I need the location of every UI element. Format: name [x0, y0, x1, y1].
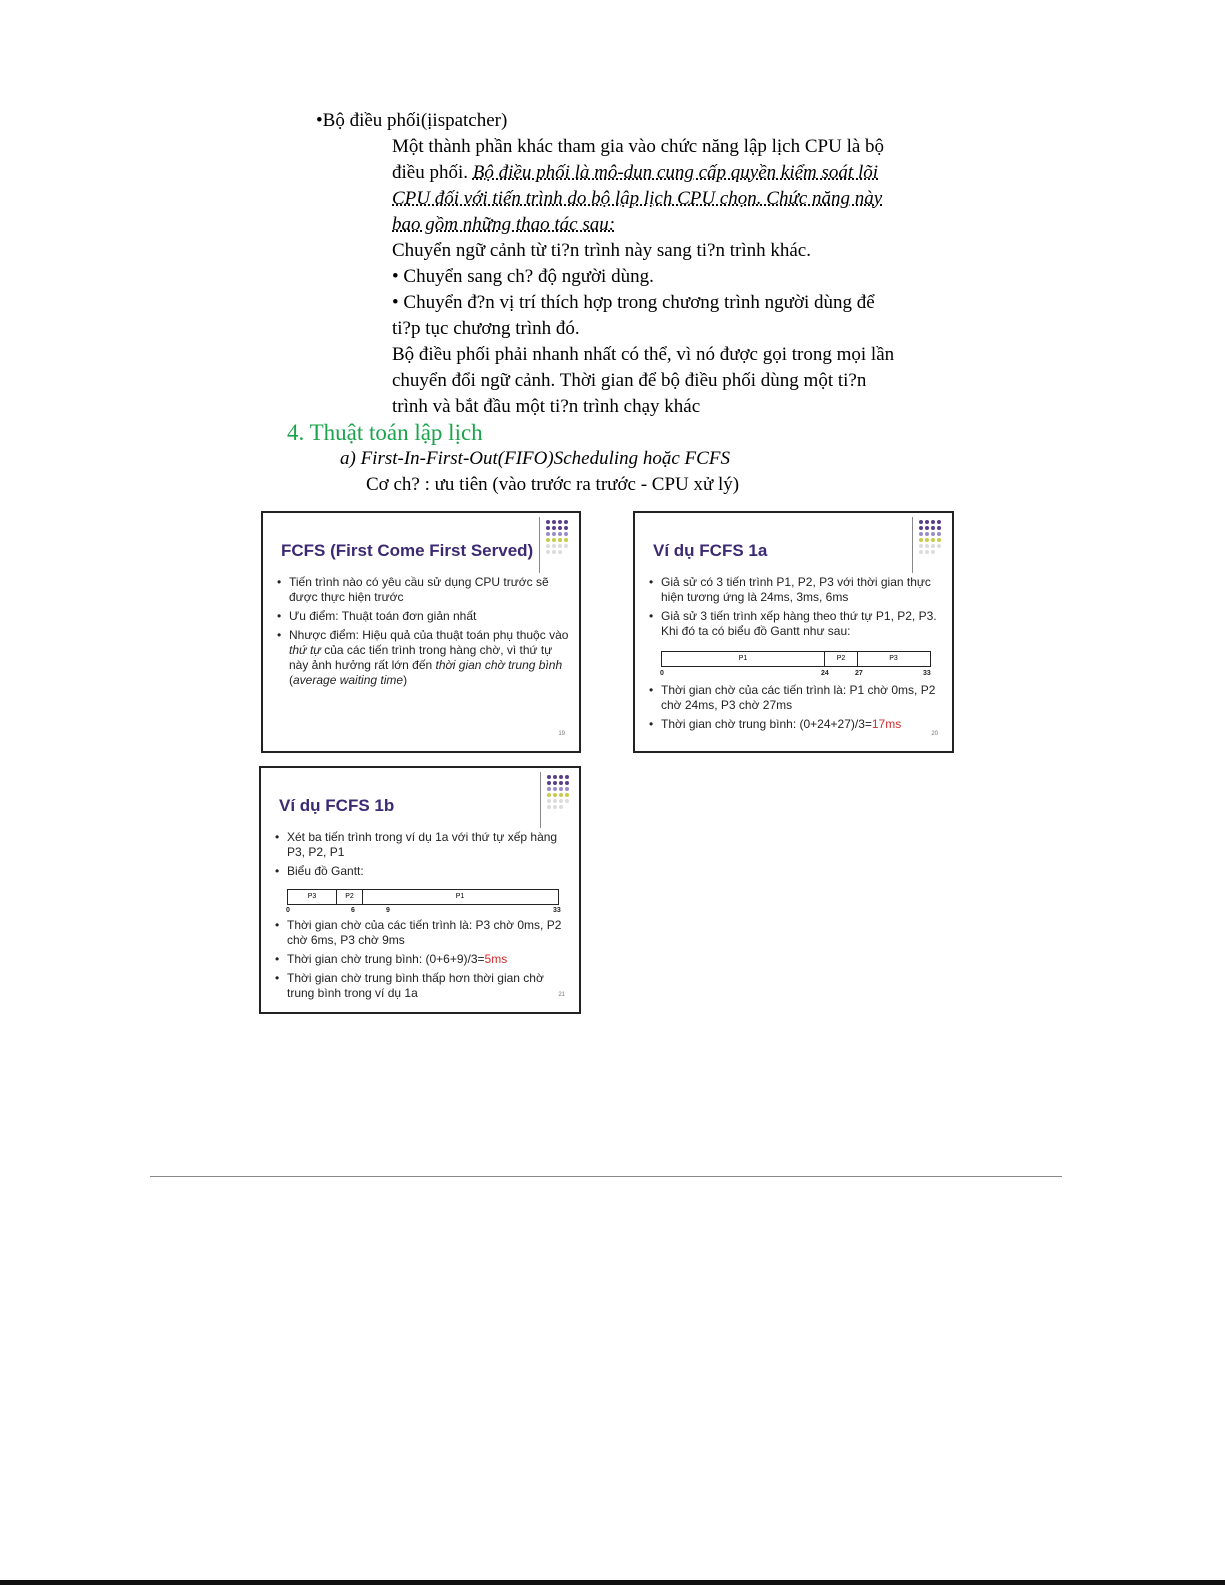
bullet [287, 952, 572, 967]
bullet: • Giả sử 3 tiến trình xếp hàng theo thứ tự P1, P2, P3. Khi đó ta có biểu đồ Gantt như sau: [661, 609, 946, 639]
slide-bullets [275, 918, 572, 1005]
gantt-cell: P2 [337, 890, 363, 904]
decor-dots-icon [546, 774, 576, 818]
bullet: • Thời gian chờ của các tiến trình là: P3 chờ 0ms, P2 chờ 6ms, P3 chờ 9ms [287, 918, 572, 948]
gantt-tick: 9 [386, 907, 390, 914]
slide-bullets [277, 575, 569, 692]
gantt-tick: 0 [660, 670, 664, 677]
gantt-cell: P1 [662, 652, 825, 666]
slide-divider [539, 517, 540, 573]
page-divider [150, 1176, 1062, 1177]
dispatcher-definition-cont: CPU đối với tiến trình do bộ lập lịch CPU chọn. Chức năng này [392, 188, 883, 209]
gantt-tick: 0 [286, 907, 290, 914]
dispatcher-line: Một thành phần khác tham gia vào chức năng lập lịch CPU là bộ [392, 136, 885, 157]
slide-fcfs-intro [261, 511, 581, 753]
dispatcher-definition: Bộ điều phối là mô-dun cung cấp quyền kiểm soát lõi [472, 162, 879, 183]
slide-page-number: 20 [931, 731, 938, 737]
gantt-chart [661, 651, 931, 667]
dispatcher-line: Bộ điều phối phải nhanh nhất có thể, vì nó được gọi trong mọi lần [392, 344, 895, 365]
slide-page-number: 21 [558, 992, 565, 998]
slide-divider [540, 772, 541, 828]
bullet: • Ưu điểm: Thuật toán đơn giản nhất [289, 609, 569, 624]
dispatcher-title: •Bộ điều phối(ịispatcher) [316, 110, 508, 131]
bullet-text: của các tiến trình trong hàng chờ, vì thứ tự này ảnh hưởng rất lớn đến [289, 643, 553, 672]
dispatcher-line: Chuyển ngữ cảnh từ ti?n trình này sang ti?n trình khác. [392, 240, 811, 261]
bullet-text-italic: thời gian chờ trung bình [435, 658, 563, 672]
bullet: • Thời gian chờ trung bình thấp hơn thời gian chờ trung bình trong ví dụ 1a [287, 971, 572, 1001]
dispatcher-line: ti?p tục chương trình đó. [392, 318, 580, 339]
slide-title: Ví dụ FCFS 1a [653, 541, 768, 560]
bullet-text: Thời gian chờ trung bình: (0+6+9)/3= [287, 952, 485, 966]
slide-bullets [649, 575, 946, 643]
dispatcher-line [392, 160, 878, 186]
bullet [289, 628, 569, 688]
bottom-bar [0, 1580, 1225, 1585]
dispatcher-line: chuyển đổi ngữ cảnh. Thời gian để bộ điều phối dùng một ti?n [392, 370, 867, 391]
bullet-text: Nhược điểm: Hiệu quả của thuật toán phụ thuộc vào [289, 628, 569, 642]
slide-bullets [649, 683, 946, 736]
section-heading: 4. Thuật toán lập lịch [287, 420, 483, 445]
mechanism-line: Cơ ch? : ưu tiên (vào trước ra trước - CPU xử lý) [366, 474, 740, 495]
slide-title: FCFS (First Come First Served) [281, 541, 534, 560]
slide-bullets [275, 830, 572, 883]
slide-title: Ví dụ FCFS 1b [279, 796, 395, 815]
bullet-text-italic: thứ tự [289, 643, 321, 657]
subsection-heading: a) First-In-First-Out(FIFO)Scheduling hoặc FCFS [340, 448, 730, 469]
slide-page-number: 19 [558, 731, 565, 737]
highlight-value: 17ms [871, 717, 902, 731]
decor-dots-icon [918, 519, 948, 563]
gantt-tick: 33 [923, 670, 931, 677]
gantt-tick: 6 [351, 907, 355, 914]
gantt-cell: P3 [889, 655, 898, 662]
bullet-text-italic: average waiting time [293, 673, 404, 687]
gantt-chart [287, 889, 559, 905]
bullet: • Thời gian chờ của các tiến trình là: P1 chờ 0ms, P2 chờ 24ms, P3 chờ 27ms [661, 683, 946, 713]
bullet: • Xét ba tiến trình trong ví dụ 1a với thứ tự xếp hàng P3, P2, P1 [287, 830, 572, 860]
slide-fcfs-1b [259, 766, 581, 1014]
gantt-tick: 33 [553, 907, 561, 914]
bullet: • Biểu đồ Gantt: [287, 864, 572, 879]
dispatcher-line: • Chuyển sang ch? độ người dùng. [392, 266, 654, 287]
dispatcher-definition-cont: bao gồm những thao tác sau: [392, 214, 616, 235]
bullet: • Giả sử có 3 tiến trình P1, P2, P3 với thời gian thực hiện tương ứng là 24ms, 3ms, 6ms [661, 575, 946, 605]
gantt-tick: 27 [855, 670, 863, 677]
gantt-cell: P3 [288, 890, 337, 904]
dispatcher-line: trình và bắt đầu một ti?n trình chạy khác [392, 396, 701, 417]
bullet: • Tiến trình nào có yêu cầu sử dụng CPU trước sẽ được thực hiện trước [289, 575, 569, 605]
gantt-cell: P2 [825, 652, 858, 666]
bullet-text: ) [403, 673, 408, 687]
gantt-tick: 24 [821, 670, 829, 677]
slide-divider [912, 517, 913, 573]
gantt-cell: P1 [455, 893, 465, 900]
bullet-text: Thời gian chờ trung bình: (0+24+27)/3= [661, 717, 872, 731]
highlight-value: 5ms [484, 952, 508, 966]
bullet [661, 717, 946, 732]
dispatcher-line: • Chuyển đ?n vị trí thích hợp trong chương trình người dùng để [392, 292, 875, 313]
dispatcher-line-text: điều phối. [392, 162, 473, 183]
decor-dots-icon [545, 519, 575, 563]
slide-fcfs-1a [633, 511, 954, 753]
bullet-text: ( [289, 673, 293, 687]
